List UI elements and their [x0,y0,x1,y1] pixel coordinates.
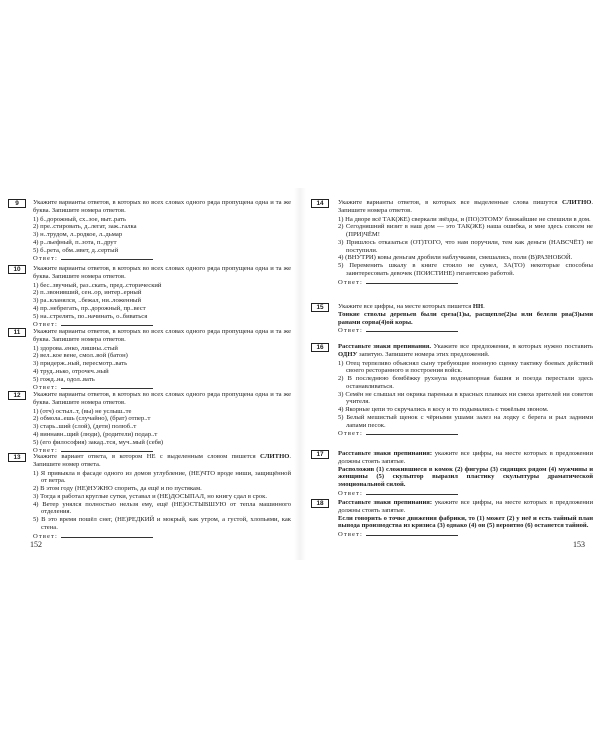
answer-blank [366,489,458,495]
option-4: 4) (ВНУТРИ) ковы деньгам дробили наблучками, смешались, поли (В)РАЗНОБОЙ. [338,254,573,262]
answer-label: Ответ: [33,255,58,263]
answer-line [338,278,593,287]
option-4: 4) Якорные цепи то скручались в косу и то подымались с тяжёлым звоном. [338,406,549,413]
answer-label: Ответ: [33,532,58,540]
task-body [33,265,291,329]
task-instruction [33,453,291,469]
task-number: 14 [311,199,329,208]
option-5: 5) (его философия) закад..тся, муч..мый (себя) [33,438,164,446]
option-5: 5) Белый мешистый щенок с чёрными ушами залез на лодку с берега и рыл задними лапами песок. [338,413,593,429]
option-3: 3) Пришлось отказаться (ОТ)ТОГО, что нам поручили, тем как деньги (НАВСЧЁТ) не поступили. [338,238,593,254]
option-1: 1) На дворе всё ТАК(ЖЕ) сверкали звёзды, и (ПО)ЭТОМУ ближайшие не спешили в дом. [338,215,591,223]
option-2: 2) п..звонивший, сен..ор, интер..ерный [33,289,142,297]
task-body [338,450,593,498]
answer-label: Ответ: [338,489,363,497]
answer-line [338,326,593,335]
task-body [33,391,291,455]
option-1: 1) Отец терпеливо объяснял сыну требующие военную сценку тактику боевых действий своего ресторанного и построения войск. [338,359,593,375]
option-2: 2) В этом году (НЕ)НУЖНО спорить, да ещё и по пустякам. [33,485,202,492]
option-3: 3) старь..ший (слой), (дети) полюб..т [33,423,137,430]
instruction-keyword: НН [472,303,484,310]
instruction-text: Укажите варианты ответов, в которых во всех словах одного ряда пропущена одна и та же буква. Запишите номера ответов. [33,199,291,214]
task-number: 17 [311,450,329,459]
option-4: 4) р..льефный, п..зота, п..друт [33,238,117,246]
answer-label: Ответ: [338,278,363,286]
instruction-text: Укажите все цифры, на месте которых пишется [338,303,473,310]
instruction-text: Укажите варианты ответов, в которых во всех словах одного ряда пропущена одна и та же буква. Запишите номера ответов. [33,265,291,280]
option-list [338,360,593,430]
answer-line [33,532,291,541]
answer-line [33,254,291,263]
task-instruction [338,499,593,515]
answer-label: Ответ: [338,327,363,335]
option-2: 2) В последнюю бомбёжку рухнула водонапорная башня и поезда перестали здесь останавливаться. [338,375,593,390]
answer-label: Ответ: [338,531,363,538]
answer-blank [366,530,458,536]
page-number-left: 152 [30,540,42,549]
option-2: 2) вел..кое вене, смол..вой (батон) [33,352,128,360]
answer-blank [61,532,153,538]
instruction-keyword: ОДНУ [338,350,358,358]
task-body [33,328,291,392]
option-3: 3) придерж..ный, пересмотр..вать [33,360,128,367]
instruction-text: . Запишите номер ответа. [33,453,291,468]
option-list [33,470,291,532]
option-2: 2) пре..стировать, д..легат, заж..галка [33,223,137,231]
instruction-text: Укажите варианты ответов, в которых во всех словах одного ряда пропущена одна и та же буква. Запишите номера ответов. [33,328,291,343]
task-sentence: Расположив (1) сложившиеся в комок (2) фигуры (3) сидящих рядом (4) мужчины и женщины (5) скульптор выразил пластику скульптуры драматической эмоциональной силой. [338,465,593,488]
task-number: 16 [311,343,329,352]
instruction-lead: Расставьте знаки препинания: [338,499,433,506]
task-number: 13 [8,453,26,462]
instruction-keyword: СЛИТНО [260,453,290,460]
task-sentence: Если говорить о точке движения фабрики, то (1) может (2) у неё и есть тайный план вывода производства из кризиса (3) однако (4) он (5) вероятно (6) останется тайной. [338,514,593,530]
option-1: 1) бес..звучный, раз..скать, пред..сторический [33,281,162,289]
instruction-text: запятую. Запишите номера этих предложений. [357,350,490,358]
task-instruction [338,303,593,311]
task-instruction [33,199,291,215]
option-4: 4) виннавн..щий (люди), (родители) подар..т [33,430,158,438]
instruction-text: Укажите вариант ответа, в котором НЕ с выделенным словом пишется [33,453,261,460]
instruction-text: . [483,303,485,310]
option-5: 5) В это время пошёл снег, (НЕ)РЕДКИЙ и мокрый, как утром, а густой, хлопьями, как стена. [33,516,291,531]
option-2: 2) Сегодняшний визит в наш дом — это ТАК(ЖЕ) наша ошибка, и мне здесь совсем не (ПРИ)ЧЁМ! [338,223,593,238]
page-number-right: 153 [573,540,585,549]
option-1: 1) Я привыкла в фасаде одного из домов углубление, (НЕ)ЧТО вроде ниши, защищённой от ветра. [33,469,291,485]
option-3: 3) Семён не слышал ни окрика паренька в красных плавках ни смеха зрителей ни советов учителя. [338,390,593,406]
book-spine-shadow [294,188,306,560]
task-number: 12 [8,391,26,400]
option-list [33,408,291,447]
option-1: 1) здорова..енко, лишны..стый [33,344,118,352]
task-body [33,453,291,540]
answer-blank [61,320,153,326]
answer-line [338,530,593,539]
task-body [33,199,291,263]
task-number: 15 [311,303,329,312]
option-3: 3) ра..кланялся, ..бежал, ни..ложенный [33,297,141,304]
instruction-text: укажите все цифры, на месте которых в предложении должны стоять запятые. [338,450,593,465]
option-list [33,282,291,321]
instruction-text: укажите все цифры, на месте которых в предложении должны стоять запятые. [338,499,593,514]
option-list [338,216,593,278]
option-4: 4) пр..небрегать, пр..дорожный, пр..вест [33,304,146,312]
answer-label: Ответ: [338,430,363,438]
task-body [338,499,593,539]
instruction-text: Укажите варианты ответов, в которых во всех словах одного ряда пропущена одна и та же буква. Запишите номера ответов. [33,391,291,406]
answer-line [338,429,593,438]
answer-blank [61,383,153,389]
instruction-lead: Расставьте знаки препинания: [338,450,433,457]
instruction-text: Укажите все предложения, в которых нужно поставить [431,343,593,350]
answer-label: Ответ: [33,447,58,455]
task-number: 9 [8,199,26,208]
option-1: 1) (отч) остыл..т, (вы) не услыш..те [33,407,132,415]
task-instruction [338,343,593,359]
instruction-text: Укажите варианты ответов, в которых все выделенные слова пишутся [338,199,563,206]
answer-blank [61,446,153,452]
task-body [338,303,593,335]
instruction-lead: Расставьте знаки препинания. [338,343,432,350]
answer-line [338,489,593,498]
task-body [338,199,593,286]
instruction-keyword: СЛИТНО [562,199,592,206]
answer-blank [61,254,153,260]
task-number: 10 [8,265,26,274]
option-4: 4) Ветер унялся полностью нельзя ему, ещё (НЕ)ОСТЫВШУЮ от тепла машинного отделения. [33,500,291,516]
answer-label: Ответ: [33,384,58,392]
option-5: 5) гожд..на, одол..вать [33,375,95,383]
option-5: 5) на..стрелять, по..начинать, о..биваться [33,312,148,320]
option-list [33,345,291,384]
task-instruction [33,328,291,344]
instruction-text: . Запишите номера ответов. [338,199,593,214]
answer-blank [366,429,458,435]
option-3: 3) Тогда я работал круглые сутки, уставал и (НЕ)ДОСЫПАЛ, но книгу сдал в срок. [33,492,267,500]
task-body [338,343,593,438]
task-sentence: Тонкие стволы деревьев были среза(1)ы, расщепле(2)ы или белели рва(3)ыми ранами сорва(4)ой коры. [338,310,593,326]
option-5: 5) Переменить шкалу в книге стоило не сумел, ЗА(ТО) некоторые способны заинтересовать девочек (ПОИСТИНЕ) гигантскою работой. [338,262,593,277]
task-instruction [33,265,291,281]
task-instruction [338,199,593,215]
option-1: 1) б..дорожный, сх..зое, выт..рать [33,215,126,223]
option-list [33,216,291,255]
task-instruction [338,450,593,466]
answer-blank [366,326,458,332]
answer-blank [366,278,458,284]
task-instruction [33,391,291,407]
option-2: 2) обмола..ешь (случайно), (брат) отпер..т [33,415,151,423]
task-number: 18 [311,499,329,508]
option-4: 4) труд..нько, отрочеч..ный [33,367,109,375]
option-5: 5) б..рета, обм..ивет, д..сертый [33,246,119,254]
answer-label: Ответ: [33,321,58,329]
task-number: 11 [8,328,26,337]
option-3: 3) н..трудом, л..родкое, л..дьмар [33,231,123,238]
